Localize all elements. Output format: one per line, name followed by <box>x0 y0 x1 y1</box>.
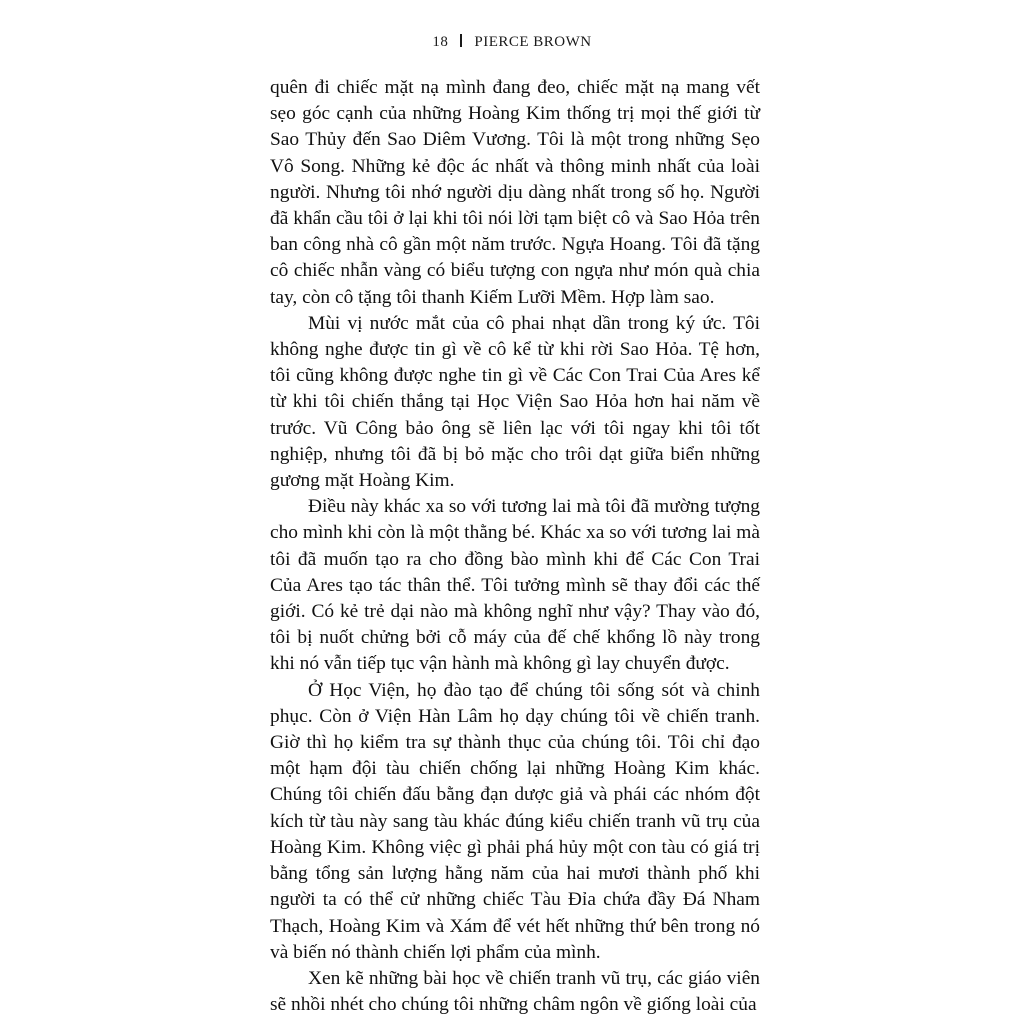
running-header <box>0 34 1024 51</box>
header-separator <box>460 34 462 47</box>
paragraph: Xen kẽ những bài học về chiến tranh vũ trụ, các giáo viên sẽ nhồi nhét cho chúng tôi những châm ngôn về giống loài của <box>270 967 760 1016</box>
paragraph: Điều này khác xa so với tương lai mà tôi đã mường tượng cho mình khi còn là một thằng bé. Khác xa so với tương lai mà tôi đã muốn tạo ra cho đồng bào mình khi để Các Con Trai Của Ares tạo tác thân thể. Tôi tưởng mình sẽ thay đổi các thế giới. Có kẻ trẻ dại nào mà không nghĩ như vậy? Thay vào đó, tôi bị nuốt chửng bởi cỗ máy của đế chế khổng lồ này trong khi nó vẫn tiếp tục vận hành mà không gì lay chuyển được. <box>270 496 760 675</box>
paragraph: Ở Học Viện, họ đào tạo để chúng tôi sống sót và chinh phục. Còn ở Viện Hàn Lâm họ dạy chúng tôi về chiến tranh. Giờ thì họ kiểm tra sự thành thục của chúng tôi. Tôi chỉ đạo một hạm đội tàu chiến chống lại những Hoàng Kim khác. Chúng tôi chiến đấu bằng đạn dược giả và phái các nhóm đột kích từ tàu này sang tàu khác đúng kiểu chiến tranh vũ trụ của Hoàng Kim. Không việc gì phải phá hủy một con tàu có giá trị bằng tổng sản lượng hằng năm của hai mươi thành phố khi người ta có thể cử những chiếc Tàu Đỉa chứa đầy Đá Nham Thạch, Hoàng Kim và Xám để vét hết những thứ bên trong nó và biến nó thành chiến lợi phẩm của mình. <box>270 679 760 963</box>
author-name: PIERCE BROWN <box>474 34 592 50</box>
page-number: 18 <box>432 34 449 50</box>
paragraph: quên đi chiếc mặt nạ mình đang đeo, chiếc mặt nạ mang vết sẹo góc cạnh của những Hoàng Kim thống trị mọi thế giới từ Sao Thủy đến Sao Diêm Vương. Tôi là một trong những Sẹo Vô Song. Những kẻ độc ác nhất và thông minh nhất của loài người. Nhưng tôi nhớ người dịu dàng nhất trong số họ. Người đã khẩn cầu tôi ở lại khi tôi nói lời tạm biệt cô và Sao Hỏa trên ban công nhà cô gần một năm trước. Ngựa Hoang. Tôi đã tặng cô chiếc nhẫn vàng có biểu tượng con ngựa như món quà chia tay, còn cô tặng tôi thanh Kiếm Lưỡi Mềm. Hợp làm sao. <box>270 77 760 308</box>
body-text <box>270 75 760 1018</box>
paragraph: Mùi vị nước mắt của cô phai nhạt dần trong ký ức. Tôi không nghe được tin gì về cô kể từ khi rời Sao Hỏa. Tệ hơn, tôi cũng không được nghe tin gì về Các Con Trai Của Ares kể từ khi tôi chiến thắng tại Học Viện Sao Hỏa hơn hai năm về trước. Vũ Công bảo ông sẽ liên lạc với tôi ngay khi tôi tốt nghiệp, nhưng tôi đã bị bỏ mặc cho trôi dạt giữa biển những gương mặt Hoàng Kim. <box>270 312 760 492</box>
